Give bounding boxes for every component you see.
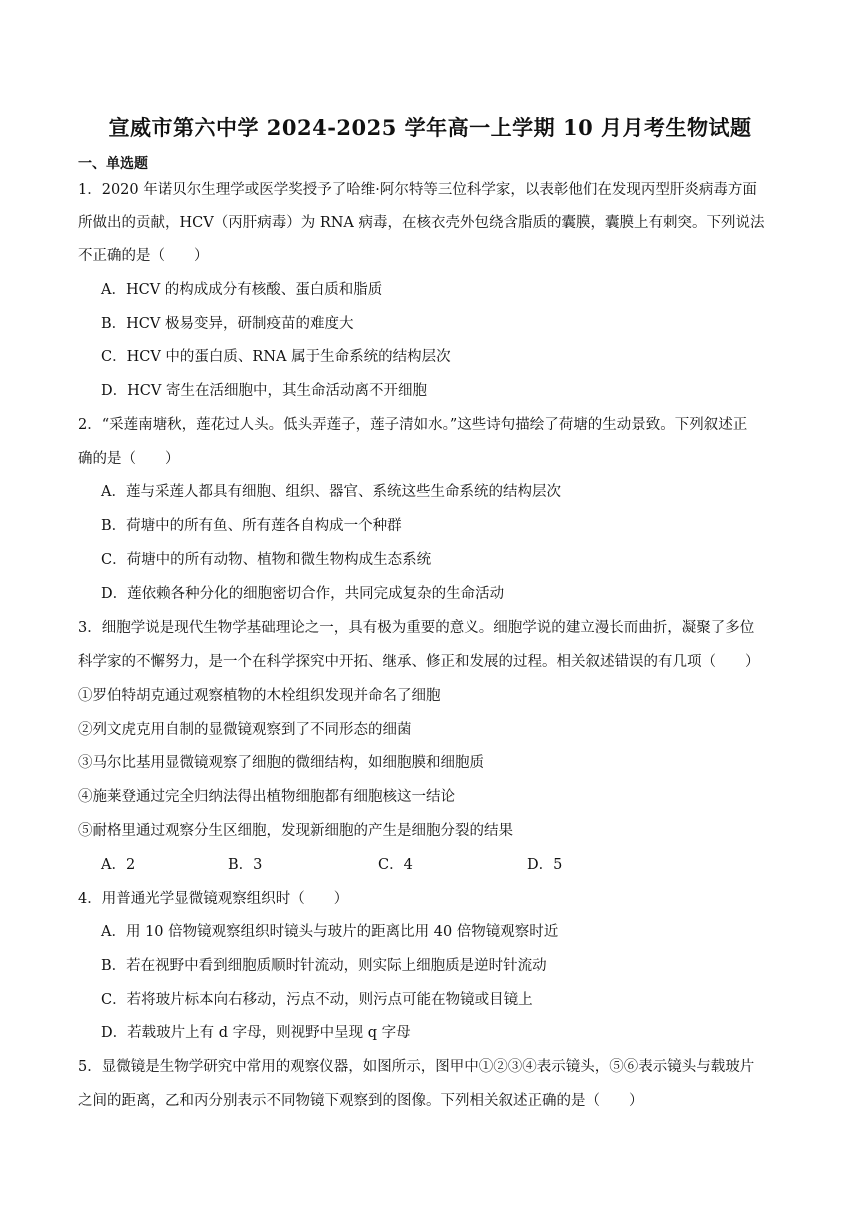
q3-statement-4: ④施莱登通过完全归纳法得出植物细胞都有细胞核这一结论 xyxy=(78,789,455,805)
q1-option-b: B．HCV 极易变异，研制疫苗的难度大 xyxy=(101,316,354,332)
q3-stem-line-1: 3．细胞学说是现代生物学基础理论之一，具有极为重要的意义。细胞学说的建立漫长而曲折，凝聚了多位 xyxy=(78,620,755,636)
q1-option-c: C．HCV 中的蛋白质、RNA 属于生命系统的结构层次 xyxy=(101,349,451,365)
exam-title: 宣威市第六中学 2024-2025 学年高一上学期 10 月月考生物试题 xyxy=(108,115,752,140)
q2-option-d: D．莲依赖各种分化的细胞密切合作，共同完成复杂的生命活动 xyxy=(101,586,505,602)
q3-option-b: B．3 xyxy=(228,857,263,873)
q2-option-b: B．荷塘中的所有鱼、所有莲各自构成一个种群 xyxy=(101,518,402,534)
q3-option-c: C．4 xyxy=(378,857,413,873)
q4-option-b: B．若在视野中看到细胞质顺时针流动，则实际上细胞质是逆时针流动 xyxy=(101,958,547,974)
q4-option-a: A．用 10 倍物镜观察组织时镜头与玻片的距离比用 40 倍物镜观察时近 xyxy=(101,924,559,940)
q4-option-c: C．若将玻片标本向右移动，污点不动，则污点可能在物镜或目镜上 xyxy=(101,992,533,1008)
q2-option-a: A．莲与采莲人都具有细胞、组织、器官、系统这些生命系统的结构层次 xyxy=(101,484,561,500)
q3-statement-3: ③马尔比基用显微镜观察了细胞的微细结构，如细胞膜和细胞质 xyxy=(78,755,484,771)
q3-option-a: A．2 xyxy=(101,857,136,873)
q1-option-d: D．HCV 寄生在活细胞中，其生命活动离不开细胞 xyxy=(101,383,427,399)
q4-stem-line-1: 4．用普通光学显微镜观察组织时（ ） xyxy=(78,891,349,907)
q1-stem-line-3: 不正确的是（ ） xyxy=(78,248,209,264)
q1-option-a: A．HCV 的构成成分有核酸、蛋白质和脂质 xyxy=(101,282,383,298)
q3-statement-5: ⑤耐格里通过观察分生区细胞，发现新细胞的产生是细胞分裂的结果 xyxy=(78,823,513,839)
section-heading: 一、单选题 xyxy=(78,156,148,172)
q4-option-d: D．若载玻片上有 d 字母，则视野中呈现 q 字母 xyxy=(101,1025,411,1041)
q1-stem-line-1: 1．2020 年诺贝尔生理学或医学奖授予了哈维·阿尔特等三位科学家，以表彰他们在发现丙型肝炎病毒方面 xyxy=(78,182,757,198)
q3-option-d: D．5 xyxy=(527,857,563,873)
q1-stem-line-2: 所做出的贡献，HCV（丙肝病毒）为 RNA 病毒，在核衣壳外包绕含脂质的囊膜，囊膜上有刺突。下列说法 xyxy=(78,215,765,231)
q2-stem-line-1: 2．“采莲南塘秋，莲花过人头。低头弄莲子，莲子清如水。”这些诗句描绘了荷塘的生动景致。下列叙述正 xyxy=(78,417,748,433)
q2-stem-line-2: 确的是（ ） xyxy=(78,451,180,467)
q3-stem-line-2: 科学家的不懈努力，是一个在科学探究中开拓、继承、修正和发展的过程。相关叙述错误的有几项（ ） xyxy=(78,654,760,670)
q2-option-c: C．荷塘中的所有动物、植物和微生物构成生态系统 xyxy=(101,552,432,568)
q5-stem-line-1: 5．显微镜是生物学研究中常用的观察仪器，如图所示，图甲中①②③④表示镜头，⑤⑥表示镜头与载玻片 xyxy=(78,1059,755,1075)
q3-statement-1: ①罗伯特胡克通过观察植物的木栓组织发现并命名了细胞 xyxy=(78,688,441,704)
q3-statement-2: ②列文虎克用自制的显微镜观察到了不同形态的细菌 xyxy=(78,722,412,738)
q5-stem-line-2: 之间的距离，乙和丙分别表示不同物镜下观察到的图像。下列相关叙述正确的是（ ） xyxy=(78,1093,644,1109)
